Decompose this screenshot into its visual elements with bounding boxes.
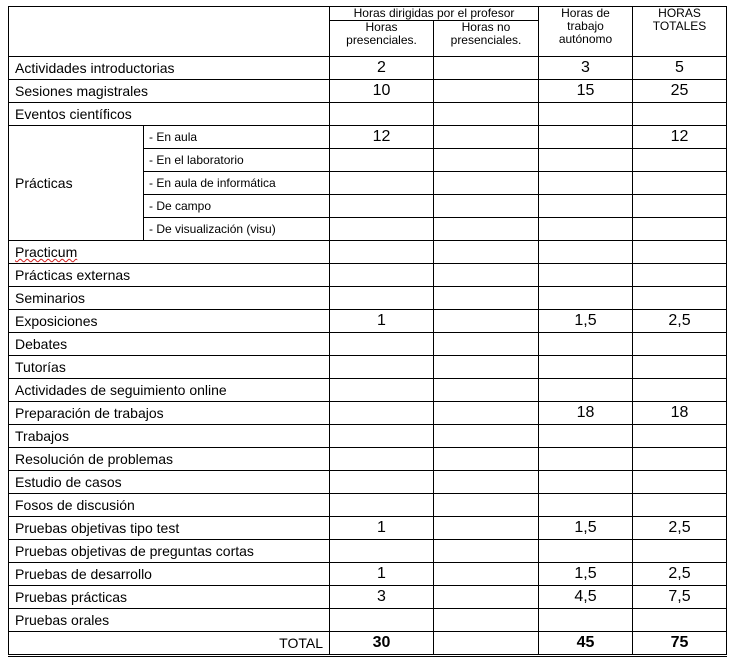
cell-total: 7,5 [633, 586, 727, 609]
cell-total [633, 425, 727, 448]
activity-label: Tutorías [9, 356, 330, 379]
activity-label: Preparación de trabajos [9, 402, 330, 425]
cell-total [633, 195, 727, 218]
cell-total [633, 471, 727, 494]
activity-label: Trabajos [9, 425, 330, 448]
cell-no-presenciales [434, 172, 539, 195]
cell-total [633, 287, 727, 310]
cell-autonomo [539, 103, 633, 126]
cell-no-presenciales [434, 241, 539, 264]
cell-total: 5 [633, 57, 727, 80]
cell-presenciales [330, 172, 434, 195]
header-presenciales: Horas presenciales. [330, 21, 434, 57]
cell-no-presenciales [434, 402, 539, 425]
cell-no-presenciales [434, 609, 539, 632]
hours-table [8, 6, 727, 657]
header-autonomo: Horas de trabajo autónomo [539, 7, 633, 57]
cell-autonomo [539, 126, 633, 149]
cell-total: 25 [633, 80, 727, 103]
activity-label: Exposiciones [9, 310, 330, 333]
cell-autonomo: 3 [539, 57, 633, 80]
cell-total [633, 540, 727, 563]
header-no-presenciales: Horas no presenciales. [434, 21, 539, 57]
activity-label: Pruebas objetivas de preguntas cortas [9, 540, 330, 563]
cell-presenciales [330, 149, 434, 172]
table-row [9, 126, 727, 149]
activity-label: Estudio de casos [9, 471, 330, 494]
cell-autonomo [539, 609, 633, 632]
activity-label: Debates [9, 333, 330, 356]
activity-label: Pruebas de desarrollo [9, 563, 330, 586]
cell-total: 2,5 [633, 563, 727, 586]
cell-no-presenciales [434, 448, 539, 471]
practicas-sub-label: - En aula de informática [144, 172, 330, 195]
practicas-sub-label: - En aula [144, 126, 330, 149]
cell-total: 2,5 [633, 517, 727, 540]
cell-autonomo: 1,5 [539, 517, 633, 540]
cell-presenciales [330, 241, 434, 264]
cell-presenciales [330, 448, 434, 471]
cell-autonomo: 1,5 [539, 563, 633, 586]
table-row [9, 80, 727, 103]
table-row [9, 379, 727, 402]
cell-presenciales [330, 609, 434, 632]
cell-total: 2,5 [633, 310, 727, 333]
activity-label: Resolución de problemas [9, 448, 330, 471]
activity-label: Sesiones magistrales [9, 80, 330, 103]
table-row [9, 264, 727, 287]
activity-label: Actividades introductorias [9, 57, 330, 80]
total-row [9, 632, 727, 656]
total-horas: 75 [633, 632, 727, 656]
cell-no-presenciales [434, 333, 539, 356]
cell-presenciales [330, 540, 434, 563]
activity-label: Prácticas externas [9, 264, 330, 287]
cell-no-presenciales [434, 218, 539, 241]
cell-autonomo: 15 [539, 80, 633, 103]
cell-autonomo [539, 356, 633, 379]
table-row [9, 241, 727, 264]
table-row [9, 517, 727, 540]
activity-label: Pruebas orales [9, 609, 330, 632]
header-group-label: Horas dirigidas por el profesor [330, 7, 539, 21]
cell-no-presenciales [434, 149, 539, 172]
cell-presenciales [330, 287, 434, 310]
cell-autonomo [539, 195, 633, 218]
table-row [9, 425, 727, 448]
table-row [9, 586, 727, 609]
cell-total [633, 218, 727, 241]
cell-total [633, 172, 727, 195]
cell-total: 18 [633, 402, 727, 425]
total-label: TOTAL [9, 632, 330, 656]
cell-total [633, 149, 727, 172]
table-row [9, 356, 727, 379]
cell-no-presenciales [434, 195, 539, 218]
header-blank [9, 7, 330, 57]
cell-autonomo: 1,5 [539, 310, 633, 333]
cell-autonomo [539, 425, 633, 448]
table-row [9, 103, 727, 126]
cell-total [633, 241, 727, 264]
table-row [9, 563, 727, 586]
total-autonomo: 45 [539, 632, 633, 656]
cell-presenciales: 1 [330, 563, 434, 586]
cell-presenciales [330, 379, 434, 402]
table-row [9, 310, 727, 333]
cell-presenciales: 2 [330, 57, 434, 80]
cell-no-presenciales [434, 356, 539, 379]
practicas-sub-label: - En el laboratorio [144, 149, 330, 172]
cell-no-presenciales [434, 517, 539, 540]
table-row [9, 402, 727, 425]
practicas-label: Prácticas [9, 126, 144, 241]
cell-no-presenciales [434, 57, 539, 80]
cell-total [633, 333, 727, 356]
activity-label: Pruebas prácticas [9, 586, 330, 609]
table-row [9, 287, 727, 310]
cell-presenciales: 1 [330, 517, 434, 540]
cell-total [633, 609, 727, 632]
cell-no-presenciales [434, 586, 539, 609]
cell-autonomo [539, 379, 633, 402]
cell-autonomo [539, 264, 633, 287]
cell-total [633, 379, 727, 402]
cell-no-presenciales [434, 540, 539, 563]
cell-no-presenciales [434, 425, 539, 448]
cell-total [633, 264, 727, 287]
cell-autonomo [539, 540, 633, 563]
cell-autonomo [539, 218, 633, 241]
cell-no-presenciales [434, 287, 539, 310]
activity-label: Pruebas objetivas tipo test [9, 517, 330, 540]
cell-autonomo [539, 333, 633, 356]
cell-presenciales [330, 195, 434, 218]
cell-total [633, 448, 727, 471]
cell-no-presenciales [434, 563, 539, 586]
table-row [9, 57, 727, 80]
cell-presenciales [330, 103, 434, 126]
cell-no-presenciales [434, 494, 539, 517]
practicas-sub-label: - De visualización (visu) [144, 218, 330, 241]
activity-label: Seminarios [9, 287, 330, 310]
cell-autonomo [539, 149, 633, 172]
cell-presenciales [330, 264, 434, 287]
cell-autonomo [539, 241, 633, 264]
cell-autonomo [539, 494, 633, 517]
table-row [9, 448, 727, 471]
cell-autonomo [539, 172, 633, 195]
cell-presenciales [330, 356, 434, 379]
cell-autonomo [539, 448, 633, 471]
cell-autonomo: 18 [539, 402, 633, 425]
cell-no-presenciales [434, 80, 539, 103]
cell-no-presenciales [434, 471, 539, 494]
cell-presenciales: 3 [330, 586, 434, 609]
cell-presenciales: 1 [330, 310, 434, 333]
table-row [9, 494, 727, 517]
activity-label: Actividades de seguimiento online [9, 379, 330, 402]
cell-presenciales: 10 [330, 80, 434, 103]
cell-presenciales: 12 [330, 126, 434, 149]
cell-presenciales [330, 494, 434, 517]
practicas-sub-label: - De campo [144, 195, 330, 218]
cell-no-presenciales [434, 310, 539, 333]
table-row [9, 333, 727, 356]
cell-no-presenciales [434, 379, 539, 402]
activity-label: Eventos científicos [9, 103, 330, 126]
cell-autonomo: 4,5 [539, 586, 633, 609]
cell-total [633, 103, 727, 126]
cell-no-presenciales [434, 264, 539, 287]
cell-autonomo [539, 471, 633, 494]
cell-no-presenciales [434, 126, 539, 149]
cell-presenciales [330, 425, 434, 448]
activity-label [9, 241, 330, 264]
cell-no-presenciales [434, 103, 539, 126]
table-row [9, 540, 727, 563]
total-no-presenciales [434, 632, 539, 656]
cell-total [633, 494, 727, 517]
header-totales: HORAS TOTALES [633, 7, 727, 57]
cell-total [633, 356, 727, 379]
activity-label: Fosos de discusión [9, 494, 330, 517]
practicum-text: Practicum [15, 244, 78, 260]
cell-presenciales [330, 471, 434, 494]
cell-total: 12 [633, 126, 727, 149]
cell-presenciales [330, 333, 434, 356]
cell-autonomo [539, 287, 633, 310]
cell-presenciales [330, 402, 434, 425]
table-row [9, 471, 727, 494]
table-row [9, 609, 727, 632]
cell-presenciales [330, 218, 434, 241]
total-presenciales: 30 [330, 632, 434, 656]
